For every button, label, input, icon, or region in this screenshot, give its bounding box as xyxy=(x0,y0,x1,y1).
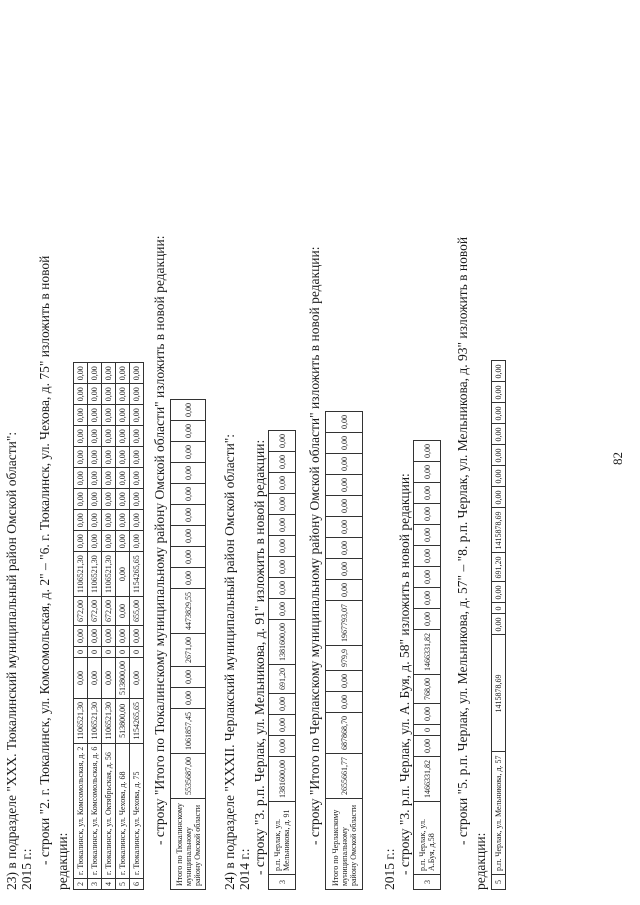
s24-instruction2: - строку "3. р.п. Черлак, ул. А. Буя, д. 58" изложить в новой редакции: xyxy=(397,473,412,875)
cell-v6: 0,00 xyxy=(116,552,130,597)
table-row: 3 р.п. Черлак, ул. Мельникова, д. 91 1381600,00 0,00 0,00 0,00 691,20 1381600,00 0,00 0,00 0,00 0,00 0,00 0,00 0,00 0,00 0,00 xyxy=(269,431,296,890)
cell-v5: 0,00 xyxy=(116,596,130,625)
cell-zero: 0,00 xyxy=(130,489,144,510)
cell-zero: 0,00 xyxy=(88,468,102,489)
cell-v6: 1106521,30 xyxy=(88,552,102,597)
cell-zero: 0,00 xyxy=(88,489,102,510)
cell-zero: 0,00 xyxy=(102,405,116,426)
cell-no: 3 xyxy=(88,879,102,890)
s24-instruction: - строку "3. р.п. Черлак, ул. Мельникова, д. 91" изложить в новой редакции: xyxy=(252,439,267,875)
cell-zero: 0,00 xyxy=(102,384,116,405)
s24-instruction3: - строки "5. р.п. Черлак, ул. Мельникова, д. 57" – "8. р.п. Черлак, ул. Мельникова, д. 93" изложить в новой xyxy=(455,236,470,845)
cell-zero: 0,00 xyxy=(74,489,88,510)
cell-v1: 1106521,30 xyxy=(102,698,116,743)
cell-zero: 0,00 xyxy=(102,489,116,510)
cell-v2: 0,00 xyxy=(88,657,102,698)
s24-table2 xyxy=(413,440,441,890)
table-row xyxy=(116,363,130,890)
cell-zero: 0,00 xyxy=(102,510,116,531)
cell-v2: 513800,00 xyxy=(116,657,130,698)
cell-zero: 0,00 xyxy=(102,363,116,384)
cell-zero: 0,00 xyxy=(116,510,130,531)
s23-total-table xyxy=(170,399,206,890)
s24-total-table xyxy=(325,411,363,890)
s23-heading: 23) в подразделе "XXX. Тюкалинский муниципальный район Омской области": xyxy=(4,431,19,890)
cell-zero: 0,00 xyxy=(74,426,88,447)
cell-zero: 0,00 xyxy=(74,405,88,426)
s24-instruction3-cont: редакции: xyxy=(473,832,488,890)
cell-zero: 0,00 xyxy=(130,363,144,384)
s23-instruction-cont: редакции: xyxy=(55,832,70,890)
cell-zero: 0,00 xyxy=(74,531,88,552)
cell-v4: 0,00 xyxy=(102,625,116,646)
s23-total-instruction: - строку "Итого по Тюкалинскому муниципальному району Омской области" изложить в новой редакции: xyxy=(152,235,167,845)
cell-zero: 0,00 xyxy=(130,468,144,489)
cell-no: 6 xyxy=(130,879,144,890)
cell-v4: 0,00 xyxy=(130,625,144,646)
cell-v5: 672,00 xyxy=(74,596,88,625)
table-row xyxy=(88,363,102,890)
cell-v1: 1154265,65 xyxy=(130,698,144,743)
cell-v6: 1106521,30 xyxy=(74,552,88,597)
cell-v4: 0,00 xyxy=(88,625,102,646)
cell-v3: 0 xyxy=(74,646,88,657)
table-row: 5 р.п. Черлак, ул. Мельникова, д. 57 1415878,69 0,00 0 0,00 691,20 1415878,69 0,00 0,00 0,00 0,00 0,00 0,00 0,00 xyxy=(492,361,506,890)
cell-v5: 672,00 xyxy=(102,596,116,625)
cell-zero: 0,00 xyxy=(116,489,130,510)
cell-zero: 0,00 xyxy=(74,384,88,405)
cell-zero: 0,00 xyxy=(102,531,116,552)
cell-zero: 0,00 xyxy=(74,510,88,531)
cell-zero: 0,00 xyxy=(130,510,144,531)
cell-v5: 672,00 xyxy=(88,596,102,625)
cell-zero: 0,00 xyxy=(88,447,102,468)
cell-v4: 0,00 xyxy=(116,625,130,646)
cell-zero: 0,00 xyxy=(88,426,102,447)
s24-table3 xyxy=(491,360,506,890)
total-label: Итого по Тюкалинскому муниципальному району Омской области xyxy=(171,799,206,890)
s24-total-instruction: - строку "Итого по Черлакскому муниципальному району Омской области" изложить в новой редакции: xyxy=(307,246,322,845)
s24-heading: 24) в подразделе "XXXII. Черлакский муниципальный район Омской области": xyxy=(222,433,237,890)
s24-year: 2014 г.: xyxy=(237,848,252,890)
cell-zero: 0,00 xyxy=(88,510,102,531)
cell-v4: 0,00 xyxy=(74,625,88,646)
cell-zero: 0,00 xyxy=(130,531,144,552)
cell-v3: 0 xyxy=(88,646,102,657)
cell-addr: г. Тюкалинск, ул. Комсомольская, д. 6 xyxy=(88,743,102,878)
cell-zero: 0,00 xyxy=(116,468,130,489)
cell-zero: 0,00 xyxy=(116,447,130,468)
cell-zero: 0,00 xyxy=(116,531,130,552)
cell-zero: 0,00 xyxy=(88,384,102,405)
table-row xyxy=(74,363,88,890)
cell-zero: 0,00 xyxy=(102,426,116,447)
table-row: Итого по Черлакскому муниципальному району Омской области 2655661,77 687868,70 0,00 0,00 979,9 1967793,07 0,00 0,00 0,00 0,00 0,00 0,00 0,00 0,00 0,00 xyxy=(326,412,363,890)
cell-zero: 0,00 xyxy=(88,531,102,552)
cell-zero: 0,00 xyxy=(74,363,88,384)
cell-no: 2 xyxy=(74,879,88,890)
cell-zero: 0,00 xyxy=(130,384,144,405)
s23-instruction: - строки "2. г. Тюкалинск, ул. Комсомольская, д. 2" – "6. г. Тюкалинск, ул. Чехова, д. 75" изложить в новой xyxy=(37,255,52,865)
s24-year2: 2015 г.: xyxy=(382,848,397,890)
cell-zero: 0,00 xyxy=(74,468,88,489)
cell-zero: 0,00 xyxy=(102,468,116,489)
cell-v3: 0 xyxy=(130,646,144,657)
cell-addr: г. Тюкалинск, ул. Комсомольская, д. 2 xyxy=(74,743,88,878)
cell-zero: 0,00 xyxy=(116,384,130,405)
cell-v2: 0,00 xyxy=(102,657,116,698)
cell-zero: 0,00 xyxy=(130,426,144,447)
cell-v3: 0 xyxy=(102,646,116,657)
cell-v6: 1106521,30 xyxy=(102,552,116,597)
cell-v1: 1106521,30 xyxy=(88,698,102,743)
table-row: 3 р.п. Черлак, ул. А.Буя, д.58 1466331,82 0,00 0 0,00 768,00 1466331,82 0,00 0,00 0,00 0,00 0,00 0,00 0,00 0,00 0,00 xyxy=(414,441,441,890)
cell-zero: 0,00 xyxy=(102,447,116,468)
cell-no: 5 xyxy=(116,879,130,890)
cell-no: 4 xyxy=(102,879,116,890)
s23-year: 2015 г.: xyxy=(19,848,34,890)
cell-zero: 0,00 xyxy=(88,405,102,426)
cell-addr: г. Тюкалинск, ул. Октябрьская, д. 56 xyxy=(102,743,116,878)
cell-v1: 1106521,30 xyxy=(74,698,88,743)
cell-zero: 0,00 xyxy=(130,447,144,468)
cell-v5: 655,00 xyxy=(130,596,144,625)
cell-v2: 0,00 xyxy=(74,657,88,698)
cell-v2: 0,00 xyxy=(130,657,144,698)
cell-zero: 0,00 xyxy=(130,405,144,426)
cell-v1: 513800,00 xyxy=(116,698,130,743)
cell-zero: 0,00 xyxy=(116,363,130,384)
cell-v6: 1154265,65 xyxy=(130,552,144,597)
cell-zero: 0,00 xyxy=(88,363,102,384)
cell-v3: 0 xyxy=(116,646,130,657)
cell-zero: 0,00 xyxy=(74,447,88,468)
cell-zero: 0,00 xyxy=(116,426,130,447)
cell-zero: 0,00 xyxy=(116,405,130,426)
table-row: Итого по Тюкалинскому муниципальному району Омской области 5535687,00 1061857,45 0,00 0,00 2671,00 4473829,55 0,00 0,00 0,00 0,00 0,00 0,00 0,00 0,00 0,00 xyxy=(171,400,206,890)
s24-table xyxy=(268,430,296,890)
cell-addr: г. Тюкалинск, ул. Чехова, д. 68 xyxy=(116,743,130,878)
table-row xyxy=(102,363,116,890)
s23-table xyxy=(73,362,144,890)
page-number: 82 xyxy=(610,452,625,465)
table-row xyxy=(130,363,144,890)
cell-addr: г. Тюкалинск, ул. Чехова, д. 75 xyxy=(130,743,144,878)
